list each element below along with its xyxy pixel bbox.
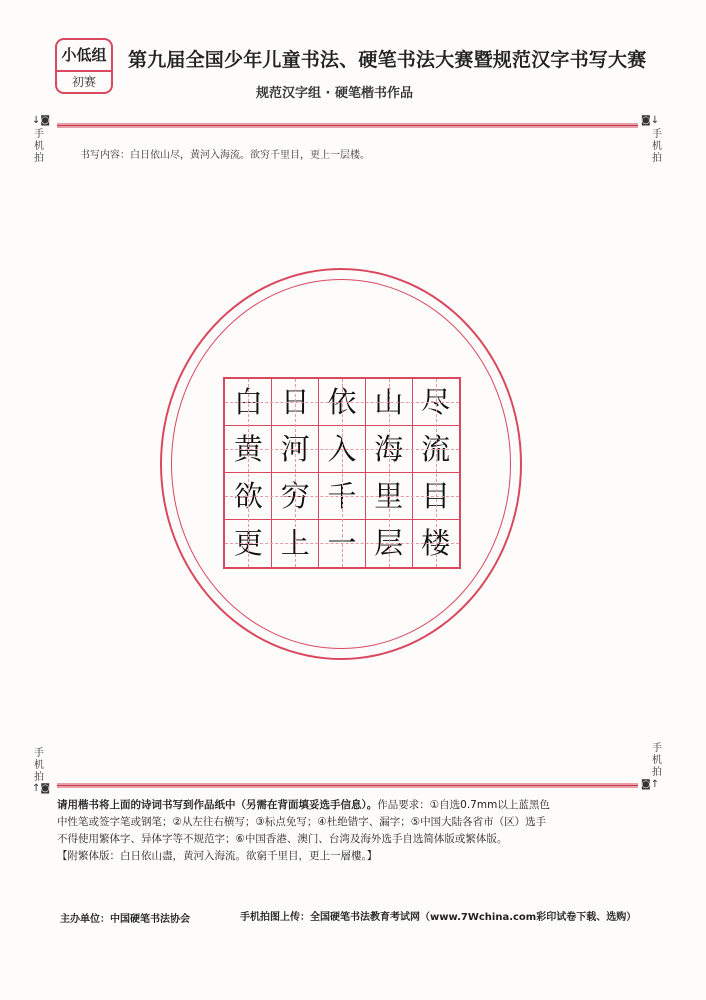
camera-down-mark-top-left: ↓◙	[32, 115, 51, 126]
char: 拍	[652, 767, 662, 778]
grid-cell: 山	[374, 385, 404, 419]
group-badge	[55, 38, 113, 94]
grid-cell: 黄	[233, 432, 263, 466]
camera-up-mark-bottom-right: ◙↑	[641, 779, 660, 790]
phone-photo-label-bottom-right	[650, 743, 664, 779]
grid-cell: 里	[374, 479, 404, 513]
char: 机	[652, 755, 662, 766]
writing-grid	[223, 377, 461, 569]
instructions-line: 中性笔或签字笔或钢笔；②从左往右横写；③标点免写；④杜绝错字、漏字；⑤中国大陆各省市（区）选手	[57, 816, 547, 828]
phone-photo-label-top-left	[32, 129, 46, 165]
page-title: 第九届全国少年儿童书法、硬笔书法大赛暨规范汉字书写大赛	[128, 49, 647, 71]
grid-cell: 楼	[421, 526, 451, 560]
grid-cell: 依	[327, 385, 357, 419]
grid-cell: 白	[233, 385, 263, 419]
organizer: 主办单位：中国硬笔书法协会	[60, 914, 190, 925]
camera-down-mark-top-right: ◙↓	[641, 115, 660, 126]
grid-cell: 穷	[280, 479, 310, 513]
grid-cell: 目	[421, 479, 451, 513]
traditional-version-note: 【附繁体版：白日依山盡，黄河入海流。欲窮千里目，更上一層樓。】	[57, 850, 378, 862]
grid-cell: 尽	[421, 385, 451, 419]
char: 手	[652, 129, 662, 140]
grid-cell: 入	[327, 432, 357, 466]
char: 拍	[34, 772, 44, 783]
phone-photo-label-top-right	[650, 129, 664, 165]
camera-up-mark-bottom-left: ↑◙	[32, 783, 51, 794]
grid-cell: 层	[374, 526, 404, 560]
instructions-lead: 请用楷书将上面的诗词书写到作品纸中（另需在背面填妥选手信息）。	[57, 799, 378, 811]
grid-cell: 欲	[233, 479, 263, 513]
page-subtitle: 规范汉字组 · 硬笔楷书作品	[256, 86, 413, 101]
bottom-divider	[57, 783, 638, 788]
instructions-req: 作品要求：①自选0.7mm以上蓝黑色	[377, 799, 550, 811]
char: 拍	[652, 153, 662, 164]
grid-cell: 海	[374, 432, 404, 466]
grid-cell: 更	[233, 526, 263, 560]
char: 机	[34, 760, 44, 771]
char: 手	[34, 129, 44, 140]
char: 机	[652, 141, 662, 152]
grid-cell: 一	[327, 526, 357, 560]
char: 手	[34, 748, 44, 759]
grid-cell: 上	[280, 526, 310, 560]
grid-cell: 河	[280, 432, 310, 466]
char: 拍	[34, 153, 44, 164]
writing-content: 书写内容：白日依山尽，黄河入海流。欲穷千里目，更上一层楼。	[80, 150, 370, 161]
instructions	[57, 797, 647, 865]
char: 机	[34, 141, 44, 152]
badge-group-label: 小低组	[57, 40, 111, 72]
top-divider	[57, 123, 638, 128]
phone-photo-label-bottom-left	[32, 748, 46, 784]
upload-info: 手机拍图上传：全国硬笔书法教育考试网（www.7Wchina.com彩印试卷下载、选购）	[240, 912, 637, 923]
char: 手	[652, 743, 662, 754]
grid-cell: 千	[327, 479, 357, 513]
badge-round-label: 初赛	[71, 75, 96, 89]
grid-cell: 流	[421, 432, 451, 466]
instructions-line: 不得使用繁体字、异体字等不规范字；⑥中国香港、澳门、台湾及海外选手自选简体版或繁体版。	[57, 833, 508, 845]
grid-cell: 日	[280, 385, 310, 419]
